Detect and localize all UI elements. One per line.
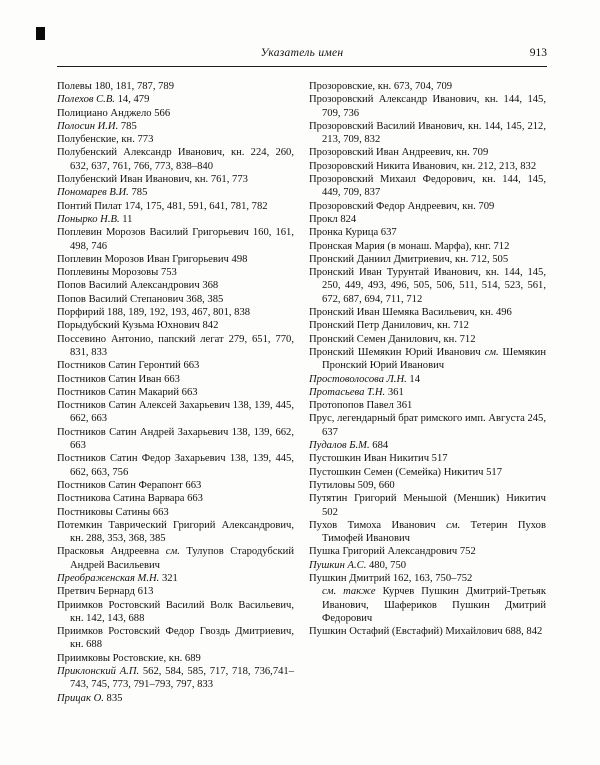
index-entry	[57, 107, 294, 120]
entry-text: 14	[406, 373, 421, 385]
entry-text: Пронский Иван Турунтай Иванович, кн. 144, 145, 250, 449, 493, 496, 505, 506, 511, 514, 523, 561, 672, 687, 694, 711, 712	[309, 267, 546, 305]
index-entry	[309, 452, 546, 465]
index-entry	[309, 213, 546, 226]
entry-text: Тулупов Стародубский Андрей Васильевич	[70, 546, 294, 571]
entry-text: Пронский Иван Шемяка Васильевич, кн. 496	[309, 307, 512, 319]
entry-italic-text: Полехов С.В.	[57, 94, 115, 106]
entry-text: Протопопов Павел 361	[309, 400, 413, 412]
page-text-block	[57, 47, 547, 705]
index-entry	[309, 226, 546, 239]
index-entry	[57, 293, 294, 306]
index-column-left	[57, 80, 294, 705]
index-columns	[57, 80, 547, 705]
index-entry	[57, 506, 294, 519]
entry-text: Полубенские, кн. 773	[57, 134, 154, 146]
entry-italic-text: Полосин И.И.	[57, 120, 119, 132]
entry-italic-text: Понырко Н.В.	[57, 213, 120, 225]
index-entry	[309, 173, 546, 200]
index-entry	[57, 386, 294, 399]
entry-text: Прозоровский Михаил Федорович, кн. 144, 145, 449, 709, 837	[309, 174, 546, 199]
entry-text: Шемякин Пронский Юрий Иванович	[322, 346, 546, 372]
index-entry	[309, 80, 546, 93]
entry-text: Полубенский Александр Иванович, кн. 224, 260, 632, 637, 761, 766, 773, 838–840	[57, 147, 294, 172]
index-entry	[309, 559, 546, 572]
index-entry	[57, 519, 294, 546]
scan-artifact-mark	[36, 27, 45, 40]
index-entry	[57, 359, 294, 372]
entry-text: Пронка Курица 637	[309, 227, 397, 239]
index-entry	[57, 213, 294, 226]
entry-text: 14, 479	[114, 94, 150, 106]
index-entry	[57, 452, 294, 479]
entry-text: Пушкин Остафий (Евстафий) Михайлович 688, 842	[309, 626, 543, 638]
entry-text: Пронский Шемякин Юрий Иванович	[309, 346, 485, 358]
entry-text: Полициано Анджело 566	[57, 107, 171, 119]
entry-text: Прозоровский Никита Иванович, кн. 212, 213, 832	[309, 160, 537, 172]
index-entry	[57, 279, 294, 292]
index-entry	[309, 399, 546, 412]
entry-text: Путятин Григорий Меньшой (Меншик) Никитич 502	[309, 493, 546, 518]
entry-italic-text: Пудалов Б.М.	[309, 440, 370, 452]
entry-text: Пухов Тимоха Иванович	[309, 519, 447, 531]
index-entry	[57, 333, 294, 360]
entry-text: Тетерин Пухов Тимофей Иванович	[322, 519, 546, 545]
index-entry	[309, 412, 546, 439]
entry-italic-text: Пономарев В.И.	[57, 187, 129, 199]
index-entry	[57, 253, 294, 266]
index-entry	[309, 120, 546, 147]
index-entry	[309, 306, 546, 319]
index-entry	[309, 466, 546, 479]
entry-text: 11	[119, 213, 133, 225]
entry-text: Потемкин Таврический Григорий Александрович, кн. 288, 353, 368, 385	[57, 519, 294, 545]
entry-text: Прозоровский Федор Андреевич, кн. 709	[309, 200, 495, 212]
index-entry	[57, 426, 294, 453]
index-entry	[57, 652, 294, 665]
index-entry	[309, 93, 546, 120]
entry-text: Пронский Даниил Дмитриевич, кн. 712, 505	[309, 253, 509, 265]
entry-text: Прокл 824	[309, 213, 357, 225]
entry-italic-text: см.	[446, 519, 461, 531]
index-entry	[57, 226, 294, 253]
index-entry	[309, 333, 546, 346]
index-entry	[57, 266, 294, 279]
index-entry	[309, 545, 546, 558]
index-entry	[57, 585, 294, 598]
entry-text: Пустошкин Иван Никитич 517	[309, 453, 448, 465]
index-entry	[57, 80, 294, 93]
index-entry	[309, 572, 546, 625]
entry-text: Претвич Бернард 613	[57, 586, 154, 598]
entry-text: Понтий Пилат 174, 175, 481, 591, 641, 781, 782	[57, 200, 268, 212]
entry-text: Попов Василий Степанович 368, 385	[57, 293, 224, 305]
entry-text: Полевы 180, 181, 787, 789	[57, 81, 175, 92]
index-entry	[57, 545, 294, 572]
index-entry	[309, 373, 546, 386]
index-entry	[57, 625, 294, 652]
entry-text: Прасковья Андреевна	[57, 546, 166, 558]
entry-italic-text: Протасьева Т.Н.	[309, 386, 386, 398]
entry-text: Постников Сатин Макарий 663	[57, 386, 198, 398]
entry-text: Поплевин Морозов Иван Григорьевич 498	[57, 253, 248, 265]
index-entry	[57, 93, 294, 106]
entry-text: Пушкин Дмитрий 162, 163, 750–752	[309, 572, 473, 584]
index-entry	[309, 439, 546, 452]
index-entry	[309, 492, 546, 519]
entry-text: Прозоровский Александр Иванович, кн. 144, 145, 709, 736	[309, 94, 546, 119]
index-column-right	[309, 80, 546, 705]
entry-text: Постниковы Сатины 663	[57, 506, 169, 518]
entry-text: 361	[385, 386, 404, 398]
index-entry	[57, 133, 294, 146]
index-entry	[57, 306, 294, 319]
index-entry	[57, 692, 294, 705]
entry-text: Пронская Мария (в монаш. Марфа), кнг. 712	[309, 240, 510, 252]
header-rule	[57, 66, 547, 67]
entry-text: Приимков Ростовский Федор Гвоздь Дмитриевич, кн. 688	[57, 626, 294, 651]
index-entry	[309, 519, 546, 546]
index-entry	[57, 146, 294, 173]
index-entry	[57, 399, 294, 426]
index-entry	[309, 160, 546, 173]
index-entry	[309, 625, 546, 638]
entry-text: 562, 584, 585, 717, 718, 736,741–743, 745, 773, 791–793, 797, 833	[70, 666, 294, 691]
index-entry	[57, 599, 294, 626]
entry-text: Постников Сатин Алексей Захарьевич 138, 139, 445, 662, 663	[57, 400, 294, 425]
entry-text: Поссевино Антонио, папский легат 279, 651, 770, 831, 833	[57, 333, 294, 358]
index-entry	[57, 492, 294, 505]
entry-text: Поплевин Морозов Василий Григорьевич 160, 161, 498, 746	[57, 227, 294, 252]
entry-italic-text: см. также	[322, 586, 376, 598]
entry-text: Полубенский Иван Иванович, кн. 761, 773	[57, 174, 248, 186]
entry-italic-text: см.	[484, 346, 499, 358]
entry-text: Пустошкин Семен (Семейка) Никитич 517	[309, 466, 503, 478]
entry-italic-text: Прицак О.	[57, 692, 104, 704]
index-entry	[57, 200, 294, 213]
entry-text: Постников Сатин Федор Захарьевич 138, 139, 445, 662, 663, 756	[57, 453, 294, 478]
entry-text: 321	[159, 572, 178, 584]
page-number: 913	[529, 47, 547, 59]
index-entry	[57, 319, 294, 332]
entry-text: Постников Сатин Ферапонт 663	[57, 479, 202, 491]
entry-text: Приимков Ростовский Василий Волк Васильевич, кн. 142, 143, 688	[57, 599, 294, 624]
running-title: Указатель имен	[260, 47, 344, 59]
entry-text: Попов Василий Александрович 368	[57, 280, 219, 292]
entry-text: Путиловы 509, 660	[309, 479, 395, 491]
entry-text: Прозоровский Василий Иванович, кн. 144, 145, 212, 213, 709, 832	[309, 120, 546, 146]
entry-italic-text: Приклонский А.П.	[57, 666, 140, 678]
entry-text: Порфирий 188, 189, 192, 193, 467, 801, 838	[57, 307, 251, 319]
entry-text: 785	[118, 120, 137, 132]
index-entry	[309, 386, 546, 399]
index-entry	[57, 373, 294, 386]
index-entry	[309, 319, 546, 332]
entry-italic-text: Простоволосова Л.Н.	[309, 373, 407, 385]
entry-text: Постников Сатин Геронтий 663	[57, 360, 200, 372]
index-entry	[309, 346, 546, 373]
index-entry	[57, 186, 294, 199]
entry-text: Поплевины Морозовы 753	[57, 267, 177, 279]
entry-italic-text: Пушкин А.С.	[309, 559, 367, 571]
entry-text: Порыдубский Кузьма Юхнович 842	[57, 320, 219, 332]
entry-text: Приимковы Ростовские, кн. 689	[57, 652, 201, 664]
entry-text: Курчев Пушкин Дмитрий-Третьяк Иванович, Шафериков Пушкин Дмитрий Федорович	[322, 586, 546, 624]
entry-text: Прус, легендарный брат римского имп. Августа 245, 637	[309, 413, 546, 438]
entry-text: Постников Сатин Иван 663	[57, 373, 180, 385]
index-entry	[309, 253, 546, 266]
entry-text: 785	[128, 187, 148, 199]
entry-italic-text: Преображенская М.Н.	[57, 572, 160, 584]
entry-text: Прозоровский Иван Андреевич, кн. 709	[309, 147, 489, 159]
entry-text: 835	[103, 692, 123, 704]
index-entry	[309, 479, 546, 492]
entry-text: 684	[369, 440, 389, 452]
entry-text: Пронский Семен Данилович, кн. 712	[309, 333, 476, 345]
index-entry	[57, 572, 294, 585]
index-entry	[309, 146, 546, 159]
entry-text: Постников Сатин Андрей Захарьевич 138, 139, 662, 663	[57, 426, 294, 452]
index-entry	[57, 479, 294, 492]
entry-italic-text: см.	[165, 546, 180, 558]
index-entry	[309, 240, 546, 253]
index-entry	[57, 173, 294, 186]
entry-text: Прозоровские, кн. 673, 704, 709	[309, 81, 453, 92]
index-entry	[57, 120, 294, 133]
entry-text: Пронский Петр Данилович, кн. 712	[309, 320, 469, 332]
entry-text: Пушка Григорий Александрович 752	[309, 546, 476, 558]
index-entry	[309, 266, 546, 306]
page-header	[57, 47, 547, 63]
entry-text: Постникова Сатина Варвара 663	[57, 493, 203, 505]
index-entry	[57, 665, 294, 692]
index-entry	[309, 200, 546, 213]
entry-text: 480, 750	[366, 559, 407, 571]
